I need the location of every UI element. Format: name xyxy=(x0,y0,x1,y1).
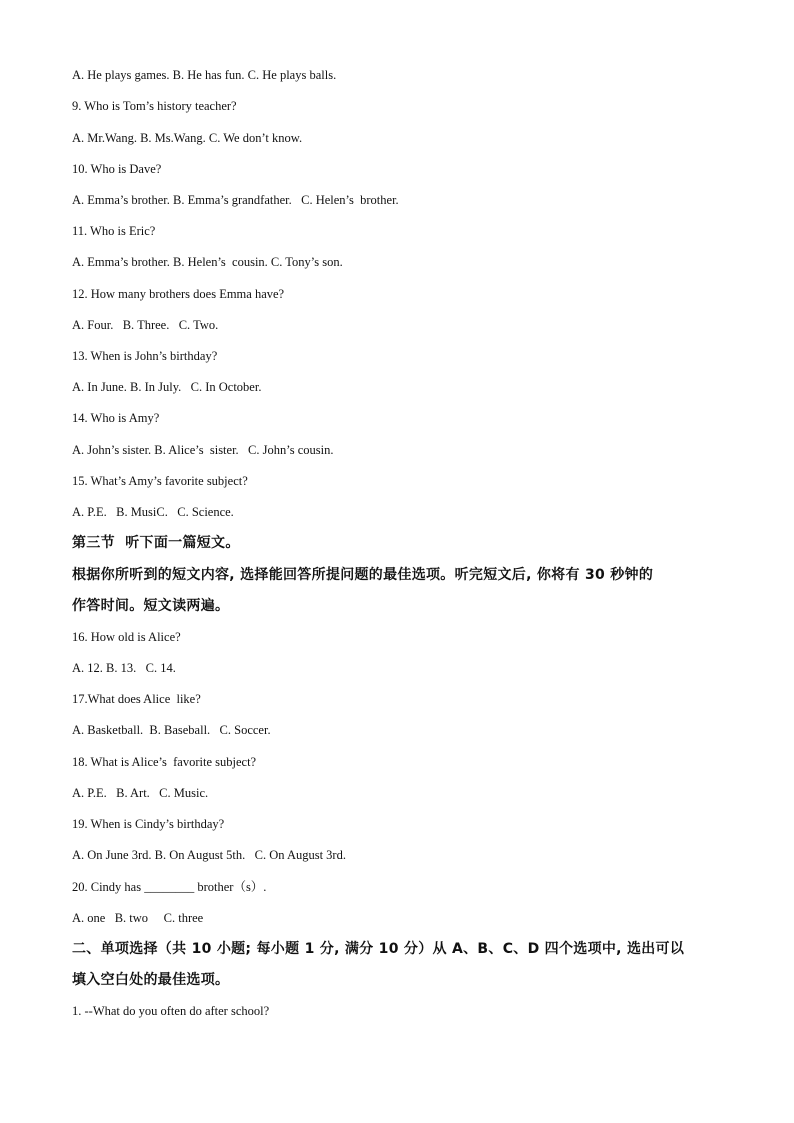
question-17: 17.What does Alice like? xyxy=(72,692,201,706)
question-12: 12. How many brothers does Emma have? xyxy=(72,287,285,301)
question-15: 15. What’s Amy’s favorite subject? xyxy=(72,474,248,488)
question-10: 10. Who is Dave? xyxy=(72,162,162,176)
part-2-heading-line-2: 填入空白处的最佳选项。 xyxy=(72,972,230,988)
question-19: 19. When is Cindy’s birthday? xyxy=(72,817,225,831)
question-10-options: A. Emma’s brother. B. Emma’s grandfather. C. Helen’s brother. xyxy=(72,193,399,207)
section-3-heading: 第三节 听下面一篇短文。 xyxy=(72,535,240,551)
question-9-options: A. Mr.Wang. B. Ms.Wang. C. We don’t know. xyxy=(72,131,303,145)
question-18: 18. What is Alice’s favorite subject? xyxy=(72,755,257,769)
question-17-options: A. Basketball. B. Baseball. C. Soccer. xyxy=(72,723,271,737)
question-11: 11. Who is Eric? xyxy=(72,224,156,238)
question-20-options: A. one B. two C. three xyxy=(72,911,204,925)
question-8-options: A. He plays games. B. He has fun. C. He plays balls. xyxy=(72,68,337,82)
question-15-options: A. P.E. B. MusiC. C. Science. xyxy=(72,505,234,519)
question-13-options: A. In June. B. In July. C. In October. xyxy=(72,380,262,394)
question-14: 14. Who is Amy? xyxy=(72,411,160,425)
question-11-options: A. Emma’s brother. B. Helen’s cousin. C. Tony’s son. xyxy=(72,255,343,269)
question-12-options: A. Four. B. Three. C. Two. xyxy=(72,318,219,332)
section-3-instructions-line-2: 作答时间。短文读两遍。 xyxy=(72,598,230,614)
section-3-instructions-line-1: 根据你所听到的短文内容, 选择能回答所提问题的最佳选项。听完短文后, 你将有 30 秒钟的 xyxy=(72,567,654,583)
question-9: 9. Who is Tom’s history teacher? xyxy=(72,99,237,113)
question-14-options: A. John’s sister. B. Alice’s sister. C. John’s cousin. xyxy=(72,443,334,457)
question-18-options: A. P.E. B. Art. C. Music. xyxy=(72,786,209,800)
part-2-heading-line-1: 二、单项选择（共 10 小题; 每小题 1 分, 满分 10 分）从 A、B、C、D 四个选项中, 选出可以 xyxy=(72,941,685,957)
question-16-options: A. 12. B. 13. C. 14. xyxy=(72,661,176,675)
question-20: 20. Cindy has ________ brother（s）. xyxy=(72,880,267,894)
question-16: 16. How old is Alice? xyxy=(72,630,181,644)
part-2-question-1: 1. --What do you often do after school? xyxy=(72,1004,270,1018)
question-19-options: A. On June 3rd. B. On August 5th. C. On August 3rd. xyxy=(72,848,346,862)
question-13: 13. When is John’s birthday? xyxy=(72,349,218,363)
